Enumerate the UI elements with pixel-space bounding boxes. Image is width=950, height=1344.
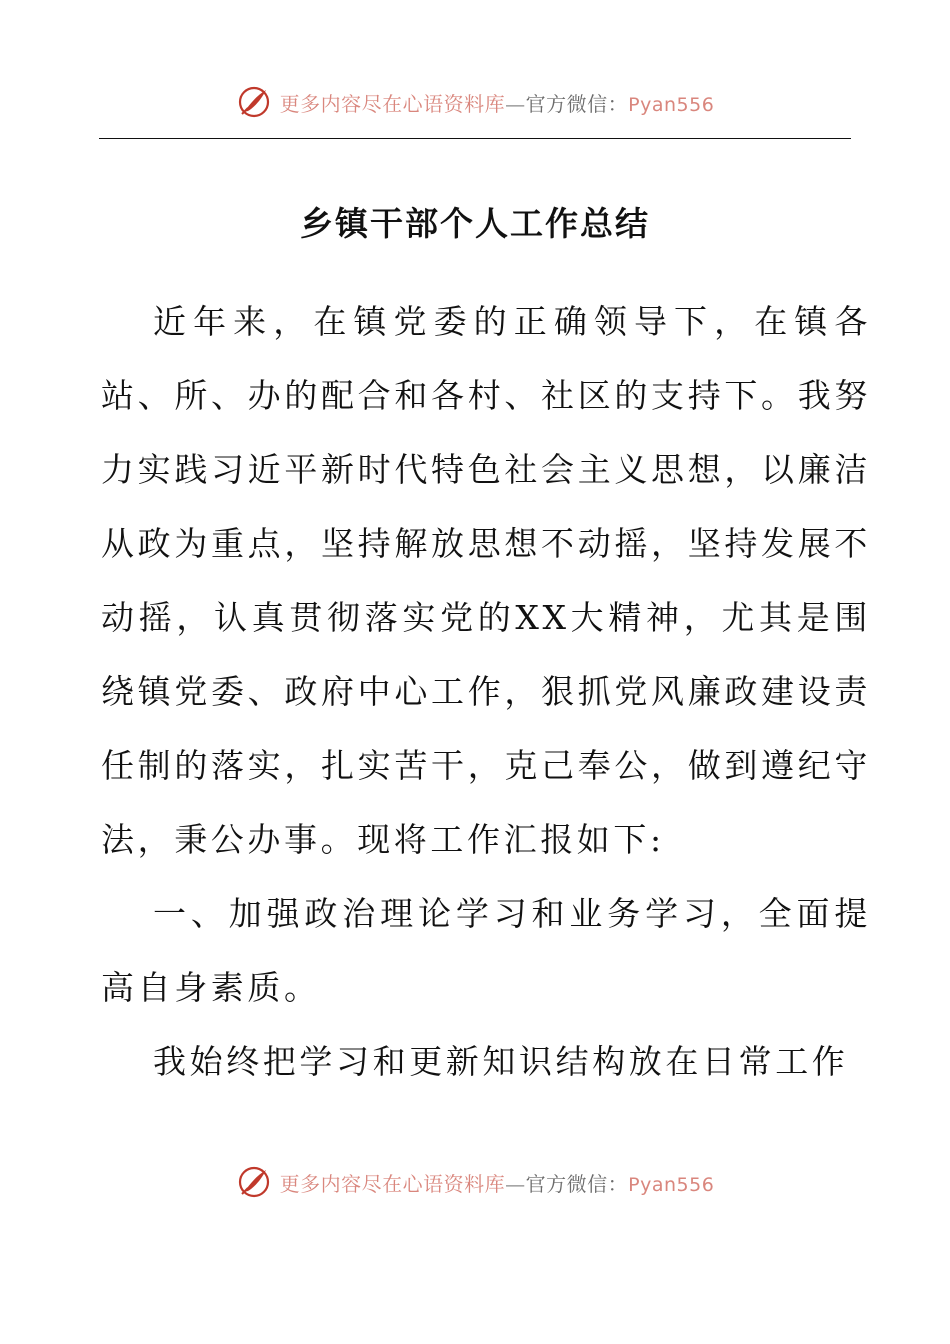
paragraph-intro: 近年来，在镇党委的正确领导下，在镇各站、所、办的配合和各村、社区的支持下。我努力实践习近平新时代特色社会主义思想，以廉洁从政为重点，坚持解放思想不动摇，坚持发展不动摇，认真贯彻落实党的XX大精神，尤其是围绕镇党委、政府中心工作，狠抓党风廉政建设责任制的落实，扎实苦干，克己奉公，做到遵纪守法，秉公办事。现将工作汇报如下: [101, 302, 871, 859]
pen-feather-logo-icon [236, 84, 272, 120]
document-title: 乡镇干部个人工作总结 [300, 204, 650, 243]
banner-text-group [280, 1168, 715, 1197]
banner-text-group [280, 88, 715, 117]
banner-wechat-id: Pyan556 [628, 93, 715, 116]
banner-site-text: 更多内容尽在心语资料库 [279, 1171, 506, 1196]
banner-separator: — [505, 91, 526, 116]
header-divider [99, 138, 851, 139]
banner-separator: — [505, 1171, 526, 1196]
pen-feather-logo-icon [236, 1164, 272, 1200]
header-watermark-banner [0, 82, 950, 122]
paragraph-section-heading: 一、加强政治理论学习和业务学习，全面提高自身素质。 [101, 894, 871, 1007]
banner-site-text: 更多内容尽在心语资料库 [279, 91, 506, 116]
banner-official-label: 官方微信： [525, 91, 629, 116]
footer-watermark-banner [0, 1162, 950, 1202]
document-body [101, 285, 871, 1099]
paragraph-continuation: 我始终把学习和更新知识结构放在日常工作 [153, 1042, 849, 1081]
banner-wechat-id: Pyan556 [628, 1173, 715, 1196]
banner-official-label: 官方微信： [525, 1171, 629, 1196]
